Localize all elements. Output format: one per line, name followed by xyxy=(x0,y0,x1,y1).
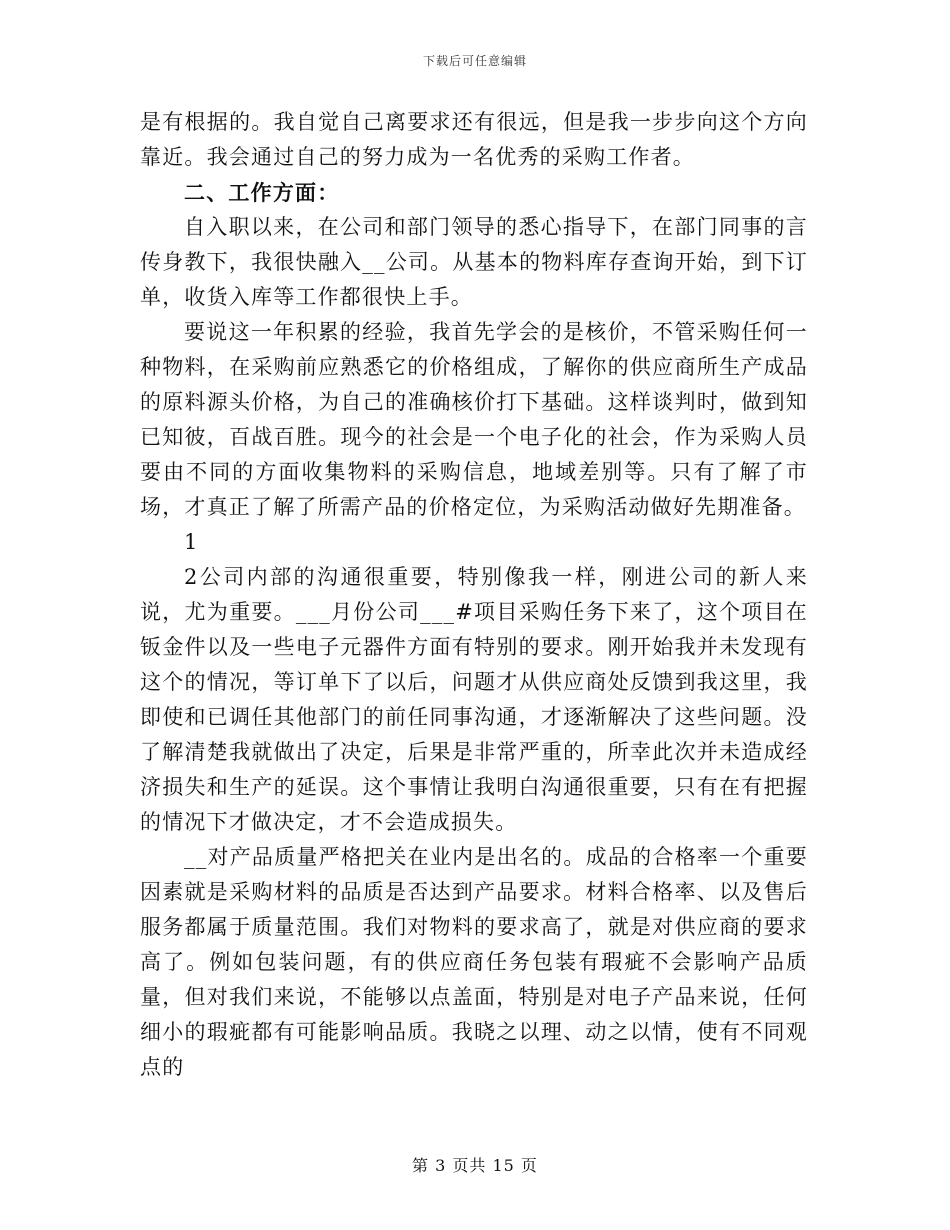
page-header: 下载后可任意编辑 xyxy=(422,54,527,68)
document-body xyxy=(140,105,808,1085)
paragraph-quality-control: __对产品质量严格把关在业内是出名的。成品的合格率一个重要因素就是采购材料的品质是否达到产品要求。材料合格率、以及售后服务都属于质量范围。我们对物料的要求高了，就是对供应商的要求高了。例如包装问题，有的供应商任务包装有瑕疵不会影响产品质量，但对我们来说，不能够以点盖面，特别是对电子产品来说，任何细小的瑕疵都有可能影响品质。我晓之以理、动之以情，使有不同观点的 xyxy=(140,845,808,1079)
paragraph-communication: 2公司内部的沟通很重要，特别像我一样，刚进公司的新人来说，尤为重要。___月份公司___#项目采购任务下来了，这个项目在钣金件以及一些电子元器件方面有特别的要求。刚开始我并未发现有这个的情况，等订单下了以后，问题才从供应商处反馈到我这里，我即使和已调任其他部门的前任同事沟通，才逐渐解决了这些问题。没了解清楚我就做出了决定，后果是非常严重的，所幸此次并未造成经济损失和生产的延误。这个事情让我明白沟通很重要，只有在有把握的情况下才做决定，才不会造成损失。 xyxy=(140,565,808,834)
paragraph-continuation: 是有根据的。我自觉自己离要求还有很远，但是我一步步向这个方向靠近。我会通过自己的努力成为一名优秀的采购工作者。 xyxy=(140,110,808,169)
page-footer: 第 3 页共 15 页 xyxy=(412,1156,538,1175)
paragraph-onboarding: 自入职以来，在公司和部门领导的悉心指导下，在部门同事的言传身教下，我很快融入__公司。从基本的物料库存查询开始，到下订单，收货入库等工作都很快上手。 xyxy=(140,215,808,309)
section-heading-work: 二、工作方面： xyxy=(184,180,340,205)
paragraph-pricing-experience: 要说这一年积累的经验，我首先学会的是核价，不管采购任何一种物料，在采购前应熟悉它的价格组成，了解你的供应商所生产成品的原料源头价格，为自己的准确核价打下基础。这样谈判时，做到知已知彼，百战百胜。现今的社会是一个电子化的社会，作为采购人员要由不同的方面收集物料的采购信息，地域差别等。只有了解了市场，才真正了解了所需产品的价格定位，为采购活动做好先期准备。 xyxy=(140,320,808,519)
list-number-1: 1 xyxy=(184,530,199,554)
